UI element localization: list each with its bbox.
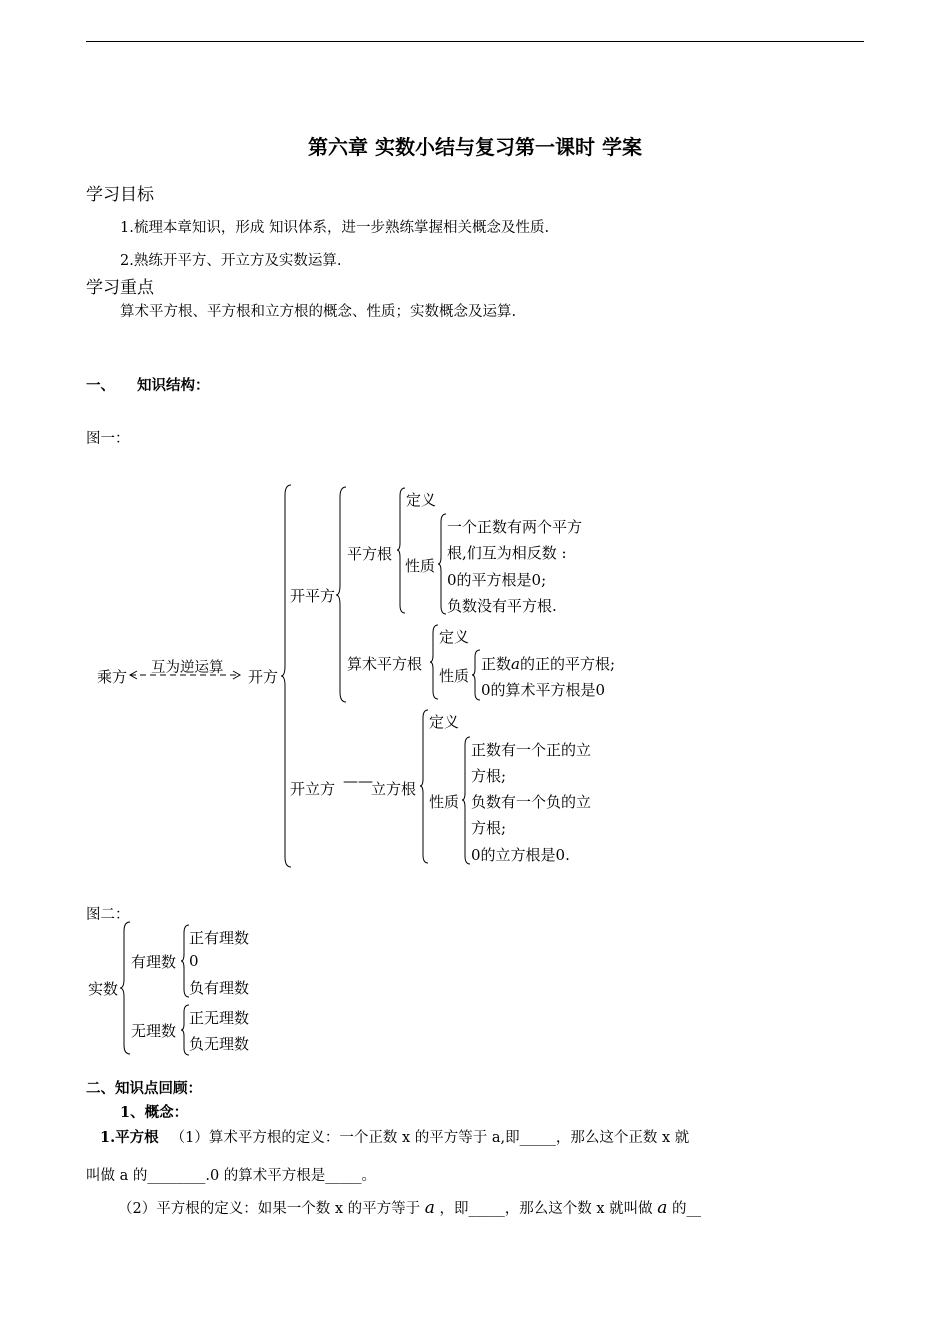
goal-item-1: 1.梳理本章知识，形成 知识体系，进一步熟练掌握相关概念及性质.	[120, 220, 550, 236]
arithmetic-root-label: 算术平方根	[347, 655, 423, 673]
cb-prop-2: 方根;	[471, 767, 507, 785]
section2-subheading: 1、概念：	[120, 1104, 189, 1121]
square-root-label: 平方根	[347, 545, 393, 563]
section1-number: 一、	[86, 377, 115, 394]
goals-heading: 学习目标	[86, 185, 154, 205]
rational-label: 有理数	[131, 953, 177, 971]
sq-prop-4: 负数没有平方根.	[447, 597, 557, 615]
sq-prop-1: 一个正数有两个平方	[447, 518, 583, 536]
square-root-concept-line2: 叫做 a 的________.0 的算术平方根是_____。	[86, 1168, 377, 1184]
sqrt-operation-label: 开平方	[290, 587, 336, 605]
goal-item-2: 2.熟练开平方、开立方及实数运算.	[120, 253, 342, 269]
rational-item-1: 正有理数	[189, 929, 250, 947]
rational-item-3: 负有理数	[189, 979, 250, 997]
sq-prop-3: 0的平方根是0;	[447, 571, 547, 589]
root-brace	[281, 485, 293, 867]
cb-prop-5: 0的立方根是0.	[471, 846, 570, 864]
cbrt-operation-label: 开立方	[290, 780, 336, 798]
inverse-operation-label: 互为逆运算	[151, 660, 224, 676]
irrational-item-2: 负无理数	[189, 1035, 250, 1053]
sq-prop-2: 根,们互为相反数 :	[447, 544, 567, 562]
key-points-text: 算术平方根、平方根和立方根的概念、性质；实数概念及运算.	[120, 304, 517, 320]
real-number-label: 实数	[88, 980, 119, 998]
figure2-label: 图二：	[86, 907, 130, 923]
irrational-item-1: 正无理数	[189, 1009, 250, 1027]
header-rule	[86, 41, 864, 42]
section2-heading: 二、知识点回顾：	[86, 1080, 202, 1097]
cube-root-brace	[420, 710, 430, 863]
ar-prop-1: 正数a的正的平方根;	[481, 655, 616, 673]
cube-root-property: 性质	[429, 793, 460, 811]
cube-root-label: 立方根	[371, 780, 417, 798]
irrational-label: 无理数	[131, 1022, 177, 1040]
cbrt-dash: ——	[343, 772, 373, 790]
cb-prop-4: 方根;	[471, 819, 507, 837]
square-root-concept-line3: （2）平方根的定义：如果一个数 x 的平方等于 a ，即_____，那么这个数 x 就叫做 a 的__	[118, 1198, 701, 1218]
cube-root-definition: 定义	[429, 713, 460, 731]
square-root-property: 性质	[405, 557, 436, 575]
power-label: 乘方	[97, 668, 128, 686]
root-operation-label: 开方	[248, 668, 279, 686]
inverse-arrow	[128, 668, 248, 682]
square-root-concept-line1: 1.平方根 （1）算术平方根的定义：一个正数 x 的平方等于 a,即_____，那么这个正数 x 就	[100, 1129, 690, 1146]
cb-prop-3: 负数有一个负的立	[471, 793, 592, 811]
key-points-heading: 学习重点	[86, 278, 154, 298]
rational-item-2: 0	[189, 952, 199, 970]
square-root-definition: 定义	[406, 491, 437, 509]
arithmetic-root-definition: 定义	[439, 628, 470, 646]
section1-heading: 知识结构：	[137, 377, 210, 394]
page-title: 第六章 实数小结与复习第一课时 学案	[308, 135, 642, 159]
figure1-label: 图一：	[86, 431, 130, 447]
arithmetic-root-property: 性质	[439, 667, 470, 685]
ar-prop-2: 0的算术平方根是0	[481, 681, 606, 699]
cb-prop-1: 正数有一个正的立	[471, 741, 592, 759]
